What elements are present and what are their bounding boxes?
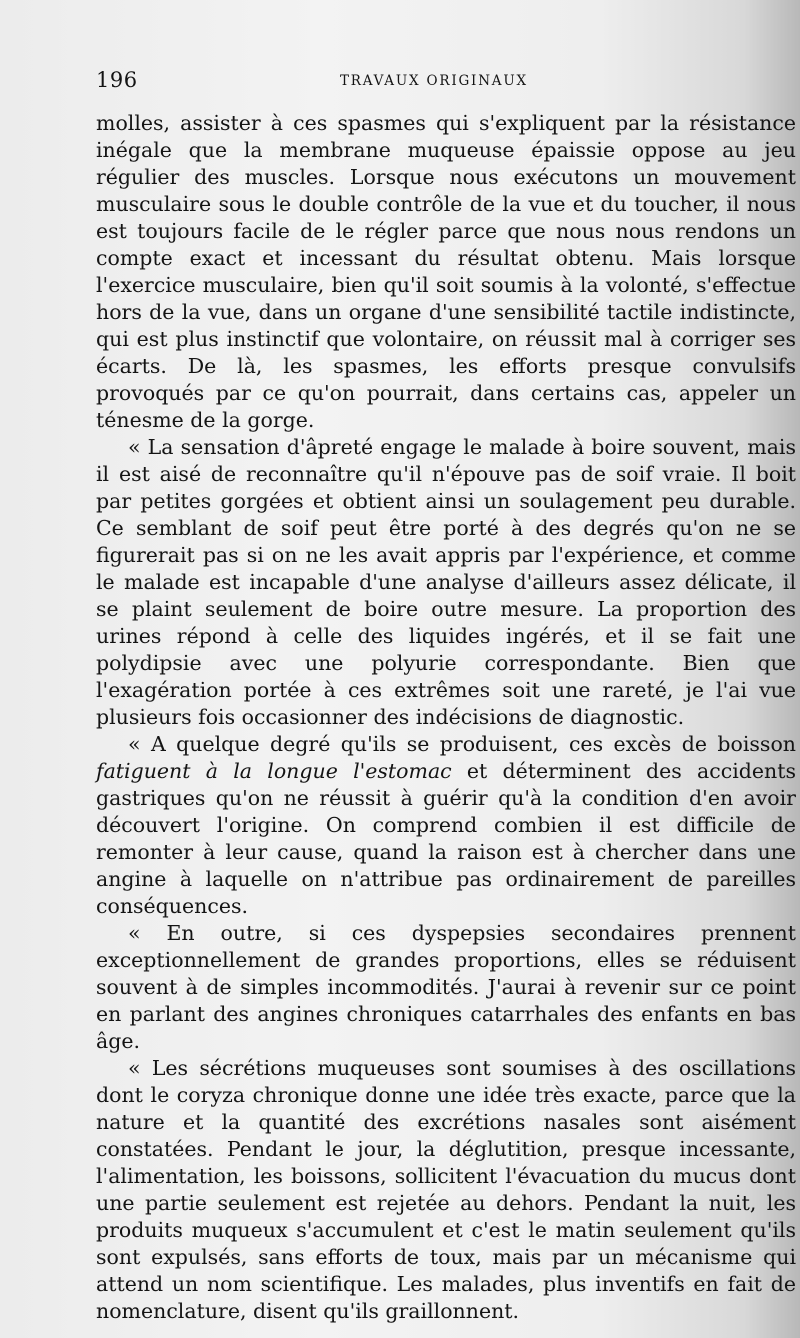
paragraph-3-italic: fatiguent à la longue l'estomac — [96, 759, 452, 783]
page-number: 196 — [96, 68, 138, 92]
paragraph-3 — [96, 731, 796, 920]
paragraph-4: « En outre, si ces dyspepsies secondaires prennent exceptionnellement de grandes proportions, elles se réduisent souvent à de simples incommodités. J'aurai à revenir sur ce point en parlant des angines chroniques catarrhales des enfants en bas âge. — [96, 921, 796, 1053]
paragraph-5: « Les sécrétions muqueuses sont soumises à des oscillations dont le coryza chronique donne une idée très exacte, parce que la nature et la quantité des excrétions nasales sont aisément constatées. Pendant le jour, la déglutition, presque incessante, l'alimentation, les boissons, sollicitent l'évacuation du mucus dont une partie seulement est rejetée au dehors. Pendant la nuit, les produits muqueux s'accumulent et c'est le matin seulement qu'ils sont expulsés, sans efforts de toux, mais par un mécanisme qui attend un nom scientifique. Les malades, plus inventifs en fait de nomenclature, disent qu'ils graillonnent. — [96, 1056, 796, 1323]
paragraph-1: molles, assister à ces spasmes qui s'expliquent par la résistance inégale que la membrane muqueuse épaissie oppose au jeu régulier des muscles. Lorsque nous exécutons un mouvement musculaire sous le double contrôle de la vue et du toucher, il nous est toujours facile de le régler parce que nous nous rendons un compte exact et incessant du résultat obtenu. Mais lorsque l'exercice musculaire, bien qu'il soit soumis à la volonté, s'effectue hors de la vue, dans un organe d'une sensibilité tactile indistincte, qui est plus instinctif que volontaire, on réussit mal à corriger ses écarts. De là, les spasmes, les efforts presque convulsifs provoqués par ce qu'on pourrait, dans certains cas, appeler un ténesme de la gorge. — [96, 111, 796, 432]
body-text — [96, 110, 796, 1325]
paragraph-2: « La sensation d'âpreté engage le malade à boire souvent, mais il est aisé de reconnaître qu'il n'épouve pas de soif vraie. Il boit par petites gorgées et obtient ainsi un soulagement peu durable. Ce semblant de soif peut être porté à des degrés qu'on ne se figurerait pas si on ne les avait appris par l'expérience, et comme le malade est incapable d'une analyse d'ailleurs assez délicate, il se plaint seulement de boire outre mesure. La proportion des urines répond à celle des liquides ingérés, et il se fait une polydipsie avec une polyurie correspondante. Bien que l'exagération portée à ces extrêmes soit une rareté, je l'ai vue plusieurs fois occasionner des indécisions de diagnostic. — [96, 435, 796, 729]
running-head: TRAVAUX ORIGINAUX — [340, 73, 528, 89]
paragraph-3-end: et déterminent des accidents gastriques qu'on ne réussit à guérir qu'à la condition d'en avoir découvert l'origine. On comprend combien il est difficile de remonter à leur cause, quand la raison est à chercher dans une angine à laquelle on n'attribue pas ordinairement de pareilles conséquences. — [96, 759, 796, 918]
page-header — [96, 68, 760, 104]
paragraph-3-start: « A quelque degré qu'ils se produisent, ces excès de boisson — [128, 732, 796, 756]
